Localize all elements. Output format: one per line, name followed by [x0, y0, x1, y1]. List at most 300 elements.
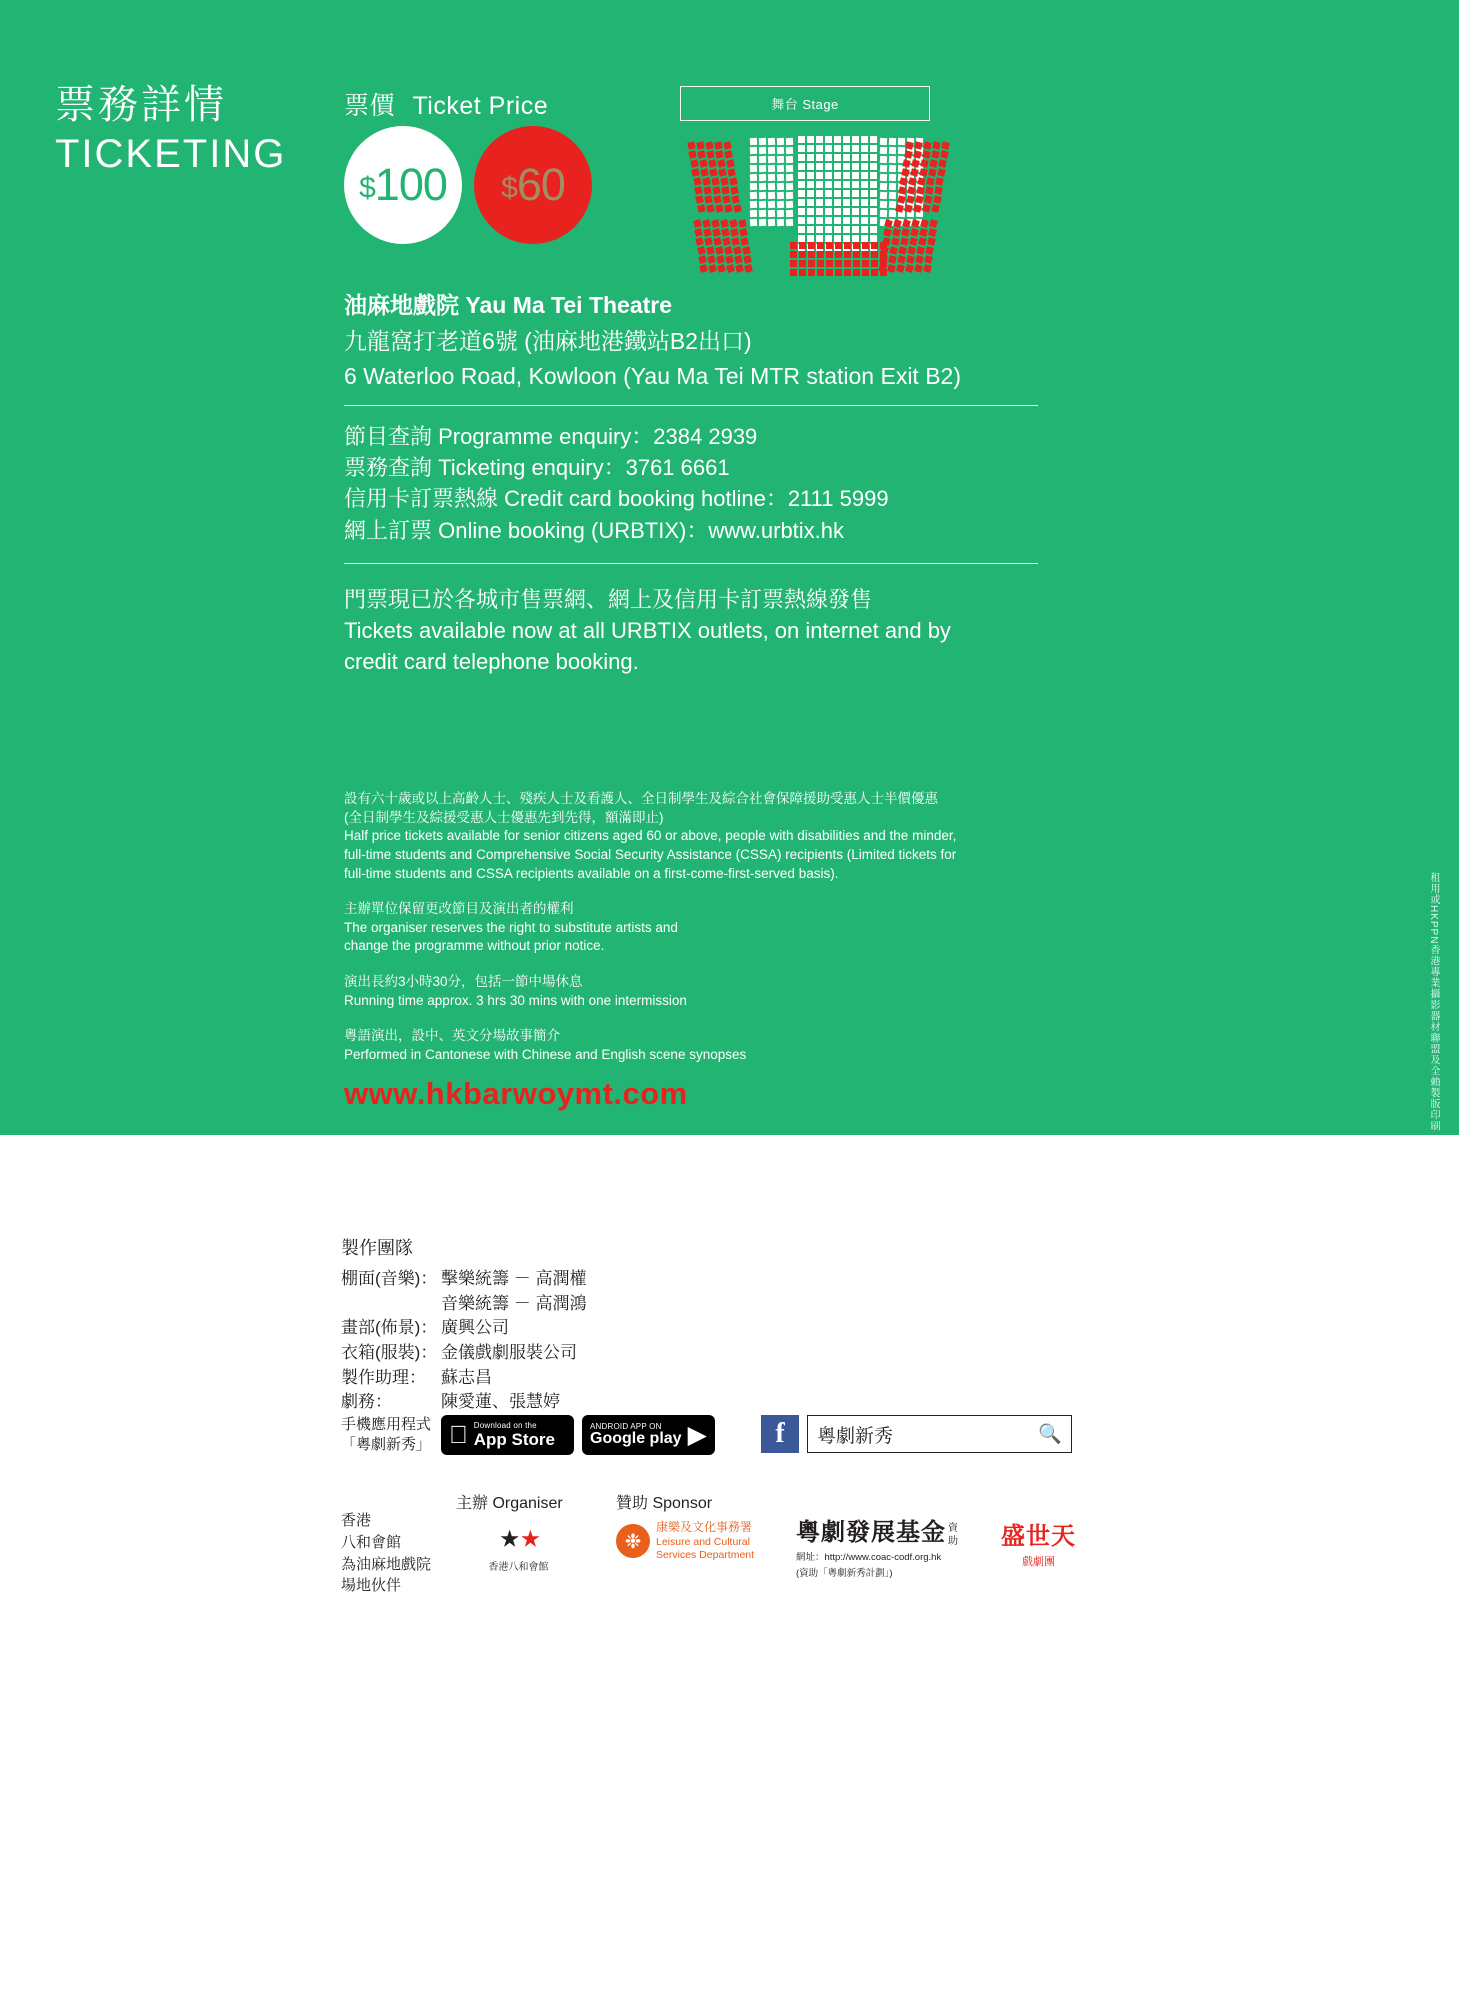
seat	[694, 186, 702, 194]
seat	[777, 210, 784, 217]
seat	[808, 269, 815, 276]
seat	[915, 255, 924, 264]
seat	[825, 172, 832, 179]
seat	[918, 237, 927, 246]
seat	[759, 165, 766, 172]
seat	[750, 192, 757, 199]
seat	[916, 186, 924, 194]
venue-address-en: 6 Waterloo Road, Kowloon (Yau Ma Tei MTR station Exit B2)	[344, 363, 962, 390]
seat	[889, 147, 896, 154]
seat	[807, 163, 814, 170]
seat	[702, 219, 711, 228]
seat	[807, 145, 814, 152]
seat	[898, 186, 906, 194]
small-print-substitution	[344, 900, 1044, 956]
seat	[852, 181, 859, 188]
concession-line: (全日制學生及綜援受惠人士優惠先到先得，額滿即止)	[344, 809, 664, 825]
seat	[852, 235, 859, 242]
venue-name	[344, 288, 961, 324]
credits-value-line: 音樂統籌 － 高潤鴻	[441, 1293, 587, 1313]
seat	[861, 226, 868, 233]
seat	[721, 186, 729, 194]
seat	[901, 168, 909, 176]
seat	[834, 172, 841, 179]
facebook-icon[interactable]: f	[761, 1415, 799, 1453]
seat	[798, 199, 805, 206]
seat	[750, 183, 757, 190]
seat	[777, 183, 784, 190]
presenter-line: 八和會館	[341, 1533, 402, 1551]
seat	[825, 235, 832, 242]
seat	[768, 201, 775, 208]
running-time-line: Running time approx. 3 hrs 30 mins with one intermission	[344, 992, 687, 1008]
shing-sai-tin-name: 盛世天	[1001, 1524, 1076, 1550]
seat	[844, 251, 851, 258]
seat	[826, 242, 833, 249]
credits-key: 製作助理：	[341, 1367, 426, 1387]
seat	[913, 150, 921, 158]
seat	[730, 186, 738, 194]
seat	[907, 186, 915, 194]
seat	[715, 204, 723, 212]
small-print-running-time	[344, 973, 1044, 1010]
seat	[702, 177, 710, 185]
seat	[880, 201, 887, 208]
seat	[807, 199, 814, 206]
seat	[870, 226, 877, 233]
seat	[861, 154, 868, 161]
seat	[817, 269, 824, 276]
google-play-icon: ▶	[687, 1420, 707, 1449]
seat	[744, 264, 753, 273]
running-time-line: 演出長約3小時30分，包括一節中場休息	[344, 974, 583, 989]
seat	[790, 269, 797, 276]
substitution-line: 主辦單位保留更改節目及演出者的權利	[344, 901, 574, 917]
seat	[733, 246, 742, 255]
seat	[932, 141, 940, 149]
seat	[852, 217, 859, 224]
seat	[816, 136, 823, 143]
seat	[871, 269, 878, 276]
seat	[880, 183, 887, 190]
seat	[852, 199, 859, 206]
seat	[870, 190, 877, 197]
production-credits-heading: 製作團隊	[341, 1238, 413, 1258]
seat	[786, 147, 793, 154]
seat	[920, 219, 929, 228]
seat	[904, 150, 912, 158]
seat	[902, 219, 911, 228]
ticket-price-label-zh: 票價	[344, 92, 396, 120]
seat	[843, 136, 850, 143]
seat	[768, 165, 775, 172]
seat	[834, 199, 841, 206]
search-icon[interactable]: 🔍	[1038, 1424, 1062, 1445]
seat	[919, 228, 928, 237]
seat	[905, 264, 914, 273]
app-store-small-label: Download on the	[455, 1421, 519, 1431]
seat	[732, 237, 741, 246]
seat	[835, 251, 842, 258]
app-badge-row	[341, 1415, 1062, 1456]
seat	[843, 172, 850, 179]
seat	[705, 141, 713, 149]
seat	[834, 136, 841, 143]
seat	[723, 141, 731, 149]
seat	[887, 264, 896, 273]
presenter-line: 場地伙伴	[341, 1577, 402, 1595]
seat	[853, 242, 860, 249]
seat	[705, 237, 714, 246]
availability-note	[344, 584, 951, 678]
seat	[834, 145, 841, 152]
contact-programme-enquiry: 節目查詢 Programme enquiry：2384 2939	[344, 424, 758, 449]
seat	[711, 219, 720, 228]
seat	[759, 210, 766, 217]
organiser-label: 主辦 Organiser	[456, 1495, 563, 1512]
seat	[890, 246, 899, 255]
seat	[844, 242, 851, 249]
seat	[910, 168, 918, 176]
language-line: Performed in Cantonese with Chinese and English scene synopses	[344, 1046, 747, 1062]
seat	[928, 168, 936, 176]
seat	[714, 195, 722, 203]
venue-block	[344, 288, 961, 395]
seat	[826, 251, 833, 258]
seat	[807, 190, 814, 197]
credits-key: 棚面(音樂)：	[341, 1269, 438, 1289]
divider-bottom	[344, 563, 1038, 564]
seat	[750, 138, 757, 145]
seat	[835, 269, 842, 276]
seat	[799, 260, 806, 267]
seat	[908, 246, 917, 255]
seat	[807, 154, 814, 161]
seat	[825, 136, 832, 143]
seat	[897, 255, 906, 264]
contact-ticketing-enquiry: 票務查詢 Ticketing enquiry：3761 6661	[344, 455, 730, 481]
seat	[732, 195, 740, 203]
shing-sai-tin-logo	[1001, 1516, 1076, 1569]
seat	[730, 228, 739, 237]
seat	[931, 150, 939, 158]
seat	[717, 264, 726, 273]
seat	[924, 195, 932, 203]
seat	[834, 235, 841, 242]
seat	[699, 264, 708, 273]
seat	[714, 141, 722, 149]
seat	[834, 190, 841, 197]
seat	[777, 165, 784, 172]
seat	[816, 163, 823, 170]
seat	[870, 163, 877, 170]
ticket-price-label-en: Ticket Price	[412, 92, 549, 120]
seat	[723, 195, 731, 203]
seat	[750, 210, 757, 217]
seat	[693, 219, 702, 228]
seat	[861, 235, 868, 242]
contact-online-booking: 網上訂票 Online booking (URBTIX)：www.urbtix.hk	[344, 517, 845, 543]
lcsd-name-en-1: Leisure and Cultural	[656, 1535, 750, 1548]
app-store-button[interactable]	[441, 1415, 574, 1455]
seat	[807, 235, 814, 242]
facebook-search-input[interactable]	[807, 1415, 1072, 1453]
venue-name-zh: 油麻地戲院	[344, 292, 459, 318]
seat	[870, 136, 877, 143]
seat	[807, 226, 814, 233]
seat	[871, 260, 878, 267]
seat	[817, 242, 824, 249]
credits-value: 陳愛蓮、張慧婷	[441, 1392, 560, 1412]
seat	[834, 226, 841, 233]
seat	[735, 264, 744, 273]
seat	[808, 242, 815, 249]
app-store-label: App Store	[455, 1429, 537, 1449]
seat	[911, 219, 920, 228]
seat	[923, 141, 931, 149]
concession-line: full-time students and CSSA recipients available on a first-come-first-served basis).	[344, 865, 839, 881]
seat	[707, 150, 715, 158]
seat	[807, 172, 814, 179]
seat	[738, 219, 747, 228]
seat	[870, 154, 877, 161]
apple-icon	[449, 1423, 468, 1448]
seat	[817, 251, 824, 258]
seat	[861, 190, 868, 197]
seat	[716, 255, 725, 264]
seat	[870, 181, 877, 188]
seat	[880, 165, 887, 172]
seat	[909, 237, 918, 246]
seat	[861, 181, 868, 188]
seat	[696, 195, 704, 203]
seat	[825, 154, 832, 161]
language-line: 粵語演出，設中、英文分場故事簡介	[344, 1028, 560, 1044]
seat	[786, 174, 793, 181]
codf-logo	[796, 1518, 958, 1580]
seat	[742, 246, 751, 255]
seat	[798, 145, 805, 152]
seat	[880, 192, 887, 199]
seat	[844, 260, 851, 267]
seat	[816, 217, 823, 224]
seat	[843, 217, 850, 224]
seat	[816, 199, 823, 206]
seat	[922, 150, 930, 158]
seat	[768, 174, 775, 181]
substitution-line: change the programme without prior notice.	[344, 938, 605, 954]
availability-line-zh: 門票現已於各城市售票網、網上及信用卡訂票熱線發售	[344, 587, 873, 612]
seat	[884, 219, 893, 228]
seat	[892, 228, 901, 237]
lcsd-name-zh: 康樂及文化事務署	[656, 1520, 753, 1534]
seat	[703, 186, 711, 194]
seat	[929, 219, 938, 228]
seat	[816, 190, 823, 197]
price-badge-60	[474, 126, 592, 244]
seat	[900, 237, 909, 246]
seat	[927, 237, 936, 246]
stage-label: 舞台 Stage	[680, 86, 930, 121]
seat	[898, 138, 905, 145]
seat	[777, 156, 784, 163]
credits-row	[341, 1316, 586, 1341]
seat	[768, 183, 775, 190]
codf-name-zh: 粵劇發展基金	[796, 1520, 946, 1546]
seat	[906, 255, 915, 264]
seat	[697, 246, 706, 255]
seat	[835, 260, 842, 267]
seat	[786, 210, 793, 217]
seat	[712, 186, 720, 194]
facebook-search-widget[interactable]	[761, 1415, 1072, 1453]
seat	[798, 163, 805, 170]
seating-plan	[680, 86, 942, 286]
seat	[786, 138, 793, 145]
seat	[750, 165, 757, 172]
availability-line-en-1: Tickets available now at all URBTIX outlets, on internet and by	[344, 618, 951, 644]
page-title-zh: 票務詳情	[55, 83, 227, 127]
facebook-page-name: 粵劇新秀	[817, 1425, 894, 1447]
seat	[750, 156, 757, 163]
presenter-text	[341, 1510, 431, 1597]
seat	[790, 242, 797, 249]
seat	[768, 156, 775, 163]
seat	[777, 219, 784, 226]
seat	[786, 183, 793, 190]
seat	[750, 201, 757, 208]
app-caption-line1: 手機應用程式	[341, 1416, 432, 1433]
seat	[834, 163, 841, 170]
seat	[853, 251, 860, 258]
seat	[861, 217, 868, 224]
seat	[786, 201, 793, 208]
seat	[816, 208, 823, 215]
seat	[786, 192, 793, 199]
seat	[807, 181, 814, 188]
seat	[777, 201, 784, 208]
divider-top	[344, 405, 1038, 406]
price-amount-100	[359, 159, 447, 211]
seat	[724, 204, 732, 212]
seat	[759, 174, 766, 181]
seat	[696, 237, 705, 246]
seat	[798, 217, 805, 224]
google-play-label: Google play	[590, 1430, 682, 1448]
seat	[914, 264, 923, 273]
seat	[843, 235, 850, 242]
seat	[889, 174, 896, 181]
seat	[750, 147, 757, 154]
seat	[940, 150, 948, 158]
seat	[759, 219, 766, 226]
currency-symbol: $	[359, 171, 375, 205]
concession-line: 設有六十歲或以上高齡人士、殘疾人士及看護人、全日制學生及綜合社會保障援助受惠人士半價優惠	[344, 791, 938, 806]
seat	[700, 168, 708, 176]
seat	[733, 204, 741, 212]
seat	[725, 255, 734, 264]
seat	[703, 228, 712, 237]
seat	[910, 228, 919, 237]
seat	[880, 156, 887, 163]
credits-value: 廣興公司	[441, 1318, 509, 1338]
seat	[843, 226, 850, 233]
seat	[768, 210, 775, 217]
seat	[734, 255, 743, 264]
seat	[870, 208, 877, 215]
seat	[750, 174, 757, 181]
seat	[834, 181, 841, 188]
seat	[936, 177, 944, 185]
credits-key: 畫部(佈景)：	[341, 1318, 438, 1338]
seat	[920, 159, 928, 167]
google-play-button[interactable]	[582, 1415, 715, 1455]
seat	[937, 168, 945, 176]
seat	[880, 138, 887, 145]
seat	[826, 260, 833, 267]
seat	[790, 251, 797, 258]
small-print-concessions	[344, 790, 1044, 883]
seat	[929, 159, 937, 167]
website-link[interactable]: www.hkbarwoymt.com	[344, 1076, 688, 1111]
seat	[777, 192, 784, 199]
credits-row	[341, 1341, 586, 1366]
seat	[843, 208, 850, 215]
codf-note: (資助「粵劇新秀計劃」)	[796, 1567, 893, 1579]
seat	[706, 204, 714, 212]
lcsd-mark-icon: ❉	[616, 1524, 650, 1558]
seat	[941, 141, 949, 149]
footer-panel	[0, 1135, 1459, 2000]
seat	[808, 251, 815, 258]
seat	[928, 228, 937, 237]
seat	[825, 199, 832, 206]
seat	[861, 199, 868, 206]
seat	[853, 260, 860, 267]
seat	[896, 264, 905, 273]
venue-address-zh: 九龍窩打老道6號 (油麻地港鐵站B2出口)	[344, 327, 752, 354]
shing-sai-tin-subtitle: 戲劇團	[1022, 1556, 1055, 1568]
barwo-mark-icon: ⋆⋆	[497, 1518, 540, 1560]
seat	[835, 242, 842, 249]
app-caption-line2: 「粵劇新秀」	[341, 1436, 432, 1454]
seat	[798, 181, 805, 188]
seat	[825, 145, 832, 152]
seat	[691, 168, 699, 176]
production-credits	[341, 1235, 586, 1415]
seat	[870, 145, 877, 152]
contact-credit-card-hotline: 信用卡訂票熱線 Credit card booking hotline：2111 5999	[344, 486, 889, 512]
seat	[698, 255, 707, 264]
seat	[798, 136, 805, 143]
seat	[768, 147, 775, 154]
seat	[861, 208, 868, 215]
seat	[729, 219, 738, 228]
seat	[843, 181, 850, 188]
seat	[741, 237, 750, 246]
seat	[871, 251, 878, 258]
seat	[759, 192, 766, 199]
credits-row	[341, 1366, 586, 1391]
price-badge-100	[344, 126, 462, 244]
price-value: 100	[374, 159, 447, 210]
seat	[816, 172, 823, 179]
seat	[861, 163, 868, 170]
credits-value-line: 擊樂統籌 － 高潤權	[441, 1269, 587, 1289]
seat	[798, 154, 805, 161]
seat	[918, 177, 926, 185]
seat	[870, 235, 877, 242]
